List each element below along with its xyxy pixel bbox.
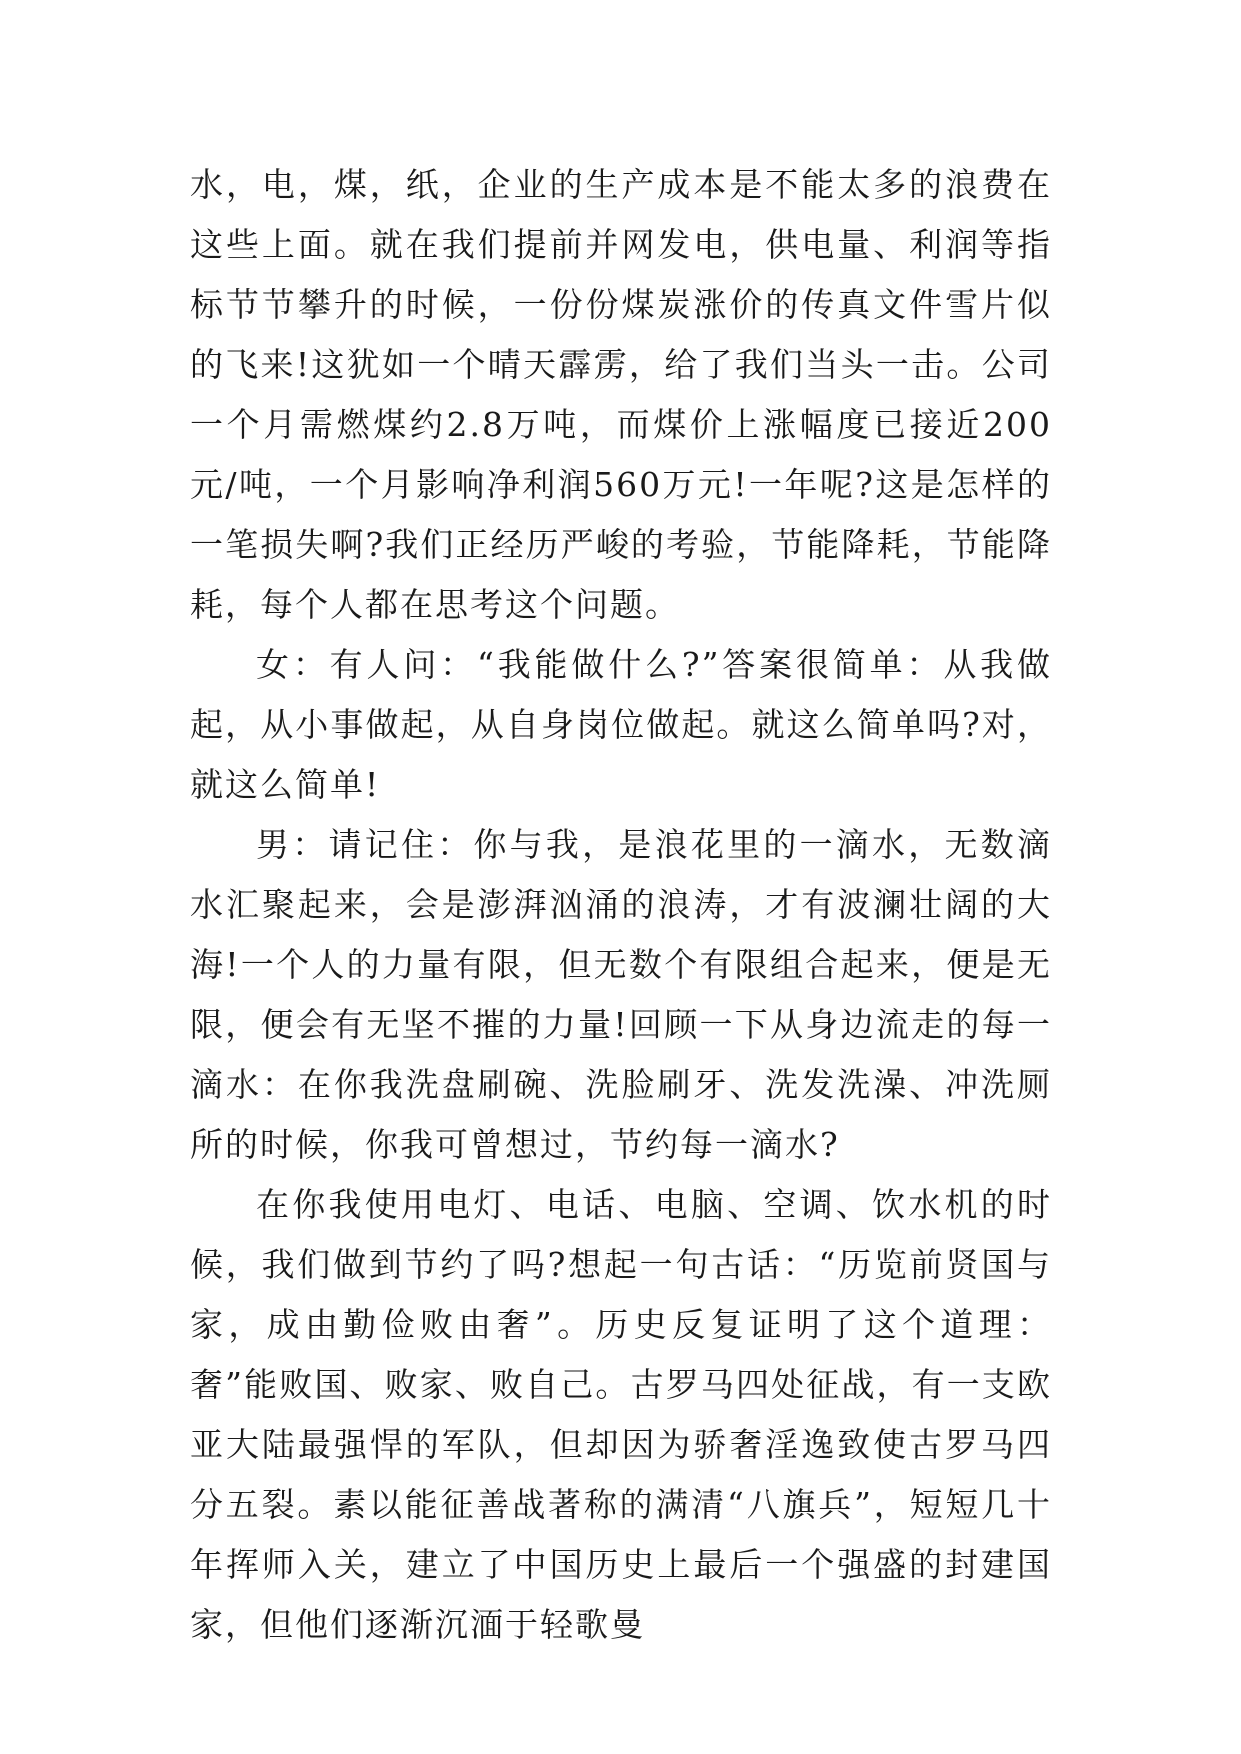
document-body — [190, 155, 1052, 1655]
paragraph-continuation: 水，电，煤，纸，企业的生产成本是不能太多的浪费在这些上面。就在我们提前并网发电，供电量、利润等指标节节攀升的时候，一份份煤炭涨价的传真文件雪片似的飞来!这犹如一个晴天霹雳，给了我们当头一击。公司一个月需燃煤约2.8万吨，而煤价上涨幅度已接近200元/吨，一个月影响净利润560万元!一年呢?这是怎样的一笔损失啊?我们正经历严峻的考验，节能降耗，节能降耗，每个人都在思考这个问题。 — [190, 165, 1052, 624]
paragraph-history: 在你我使用电灯、电话、电脑、空调、饮水机的时候，我们做到节约了吗?想起一句古话：“历览前贤国与家，成由勤俭败由奢”。历史反复证明了这个道理：奢”能败国、败家、败自己。古罗马四处征战，有一支欧亚大陆最强悍的军队，但却因为骄奢淫逸致使古罗马四分五裂。素以能征善战著称的满清“八旗兵”，短短几十年挥师入关，建立了中国历史上最后一个强盛的封建国家，但他们逐渐沉湎于轻歌曼 — [190, 1185, 1052, 1644]
paragraph-female-speaker: 女：有人问：“我能做什么?”答案很简单：从我做起，从小事做起，从自身岗位做起。就这么简单吗?对，就这么简单! — [190, 645, 1052, 804]
paragraph-male-speaker: 男：请记住：你与我，是浪花里的一滴水，无数滴水汇聚起来，会是澎湃汹涌的浪涛，才有波澜壮阔的大海!一个人的力量有限，但无数个有限组合起来，便是无限，便会有无坚不摧的力量!回顾一下从身边流走的每一滴水：在你我洗盘刷碗、洗脸刷牙、洗发洗澡、冲洗厕所的时候，你我可曾想过，节约每一滴水? — [190, 825, 1052, 1164]
